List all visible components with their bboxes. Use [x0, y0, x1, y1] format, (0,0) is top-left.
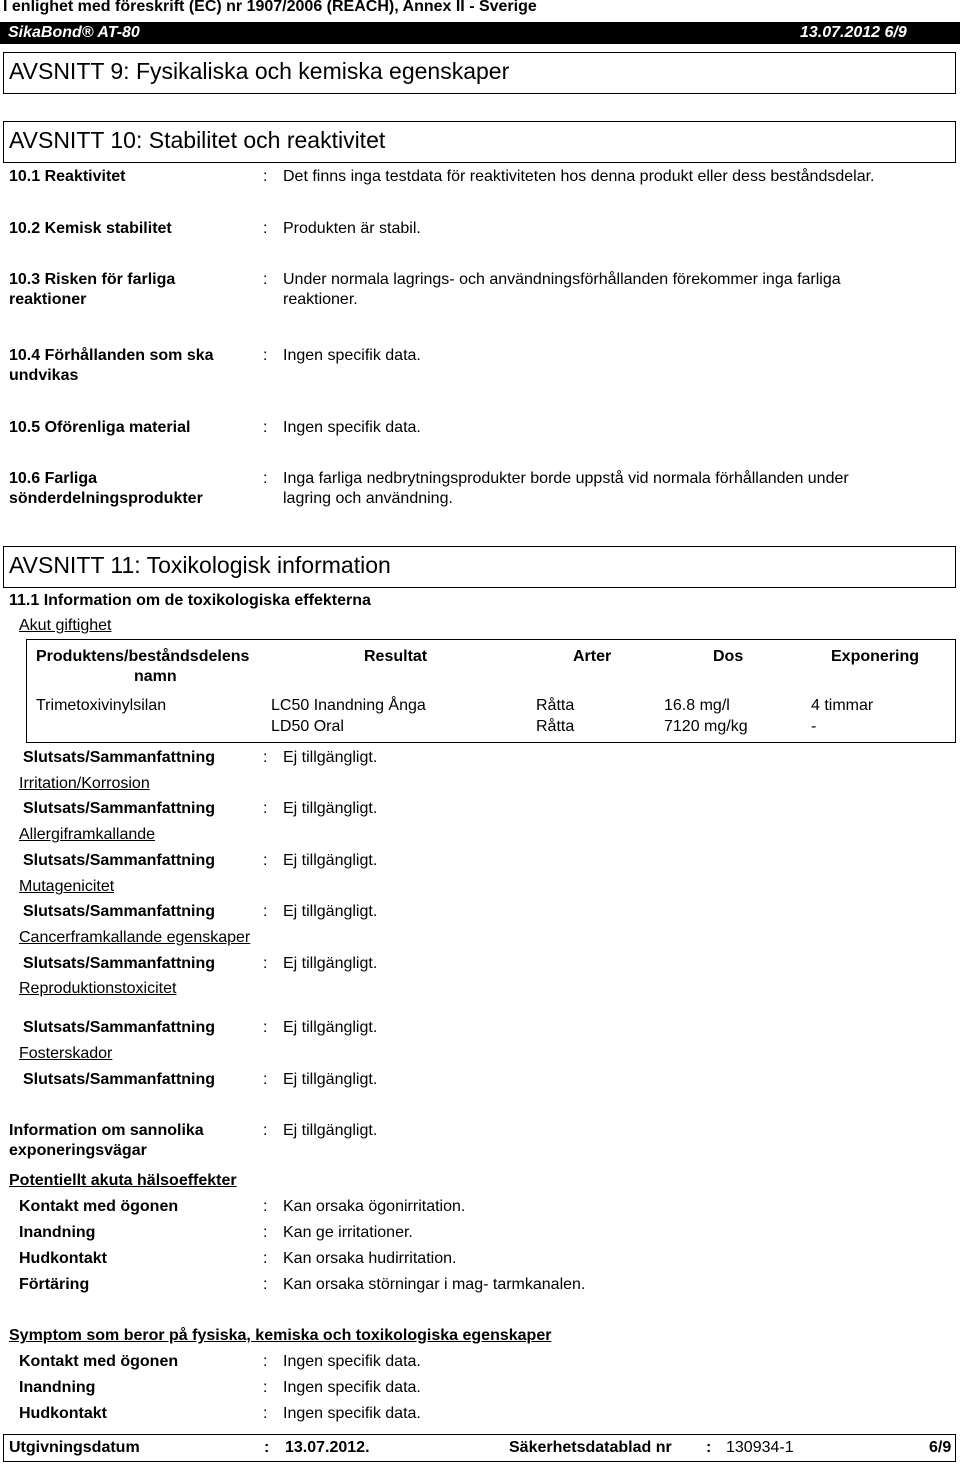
colon: :: [263, 1353, 268, 1370]
summary-value: Ej tillgängligt.: [283, 1071, 378, 1088]
decomposition-label: 10.6 Farliga: [9, 470, 98, 487]
colon: :: [263, 1405, 268, 1422]
acute-toxicity-heading: Akut giftighet: [19, 617, 112, 634]
stability-label: 10.2 Kemisk stabilitet: [9, 220, 172, 237]
table-cell-dose: 7120 mg/kg: [664, 718, 748, 735]
symptom-eye-value: Ingen specifik data.: [283, 1353, 421, 1370]
colon: :: [263, 1379, 268, 1396]
hazardous-reactions-label-2: reaktioner: [9, 291, 87, 308]
ingestion-value: Kan orsaka störningar i mag- tarmkanalen.: [283, 1276, 586, 1293]
table-header-exposure: Exponering: [831, 648, 920, 665]
hazardous-reactions-label: 10.3 Risken för farliga: [9, 271, 176, 288]
regulation-header: I enlighet med föreskrift (EC) nr 1907/2006 (REACH), Annex II - Sverige: [3, 0, 537, 15]
footer: [3, 1434, 956, 1462]
routes-label-2: exponeringsvägar: [9, 1142, 147, 1159]
conditions-label-2: undvikas: [9, 367, 79, 384]
colon: :: [263, 470, 268, 487]
decomposition-value-2: lagring och användning.: [283, 490, 453, 507]
stability-value: Produkten är stabil.: [283, 220, 421, 237]
symptom-skin-label: Hudkontakt: [19, 1405, 107, 1422]
eye-contact-label: Kontakt med ögonen: [19, 1198, 179, 1215]
sds-number-value: 130934-1: [726, 1439, 794, 1456]
section-9-box: [3, 52, 956, 94]
acute-effects-heading: Potentiellt akuta hälsoeffekter: [9, 1172, 237, 1189]
incompatible-value: Ingen specifik data.: [283, 419, 421, 436]
decomposition-value: Inga farliga nedbrytningsprodukter borde uppstå vid normala förhållanden under: [283, 470, 849, 487]
symptoms-heading: Symptom som beror på fysiska, kemiska och toxikologiska egenskaper: [9, 1327, 552, 1344]
page-number: 6/9: [929, 1439, 952, 1456]
reactivity-label: 10.1 Reaktivitet: [9, 168, 126, 185]
summary-label: Slutsats/Sammanfattning: [23, 749, 216, 766]
summary-label: Slutsats/Sammanfattning: [23, 852, 216, 869]
category-reproductive: Reproduktionstoxicitet: [19, 980, 177, 997]
colon: :: [263, 1071, 268, 1088]
table-cell-species: Råtta: [536, 718, 575, 735]
colon: :: [263, 903, 268, 920]
colon: :: [264, 1439, 270, 1456]
colon: :: [263, 852, 268, 869]
summary-value: Ej tillgängligt.: [283, 800, 378, 817]
ingestion-label: Förtäring: [19, 1276, 90, 1293]
colon: :: [706, 1439, 712, 1456]
category-carcinogenicity: Cancerframkallande egenskaper: [19, 929, 251, 946]
summary-value: Ej tillgängligt.: [283, 1019, 378, 1036]
summary-label: Slutsats/Sammanfattning: [23, 800, 216, 817]
colon: :: [263, 220, 268, 237]
table-cell-exposure: -: [811, 718, 817, 735]
summary-label: Slutsats/Sammanfattning: [23, 903, 216, 920]
decomposition-label-2: sönderdelningsprodukter: [9, 490, 203, 507]
product-band: [0, 22, 960, 44]
product-name: SikaBond® AT-80: [8, 24, 140, 41]
issue-date-label: Utgivningsdatum: [9, 1439, 140, 1456]
section-11-title: AVSNITT 11: Toxikologisk information: [9, 552, 391, 578]
table-cell-result: LD50 Oral: [271, 718, 344, 735]
category-irritation: Irritation/Korrosion: [19, 775, 150, 792]
table-header-name-2: namn: [134, 668, 177, 685]
summary-label: Slutsats/Sammanfattning: [23, 1071, 216, 1088]
summary-value: Ej tillgängligt.: [283, 955, 378, 972]
section-9-title: AVSNITT 9: Fysikaliska och kemiska egenskaper: [9, 58, 510, 84]
colon: :: [263, 271, 268, 288]
incompatible-label: 10.5 Oförenliga material: [9, 419, 191, 436]
hazardous-reactions-value: Under normala lagrings- och användningsförhållanden förekommer inga farliga: [283, 271, 841, 288]
table-header-result: Resultat: [364, 648, 428, 665]
colon: :: [263, 955, 268, 972]
symptom-inhalation-value: Ingen specifik data.: [283, 1379, 421, 1396]
colon: :: [263, 749, 268, 766]
summary-label: Slutsats/Sammanfattning: [23, 1019, 216, 1036]
table-cell-species: Råtta: [536, 697, 575, 714]
colon: :: [263, 1198, 268, 1215]
inhalation-label: Inandning: [19, 1224, 96, 1241]
conditions-value: Ingen specifik data.: [283, 347, 421, 364]
skin-contact-label: Hudkontakt: [19, 1250, 107, 1267]
colon: :: [263, 1250, 268, 1267]
eye-contact-value: Kan orsaka ögonirritation.: [283, 1198, 466, 1215]
category-mutagenicity: Mutagenicitet: [19, 878, 115, 895]
reactivity-value: Det finns inga testdata för reaktiviteten hos denna produkt eller dess beståndsdelar.: [283, 168, 875, 185]
summary-value: Ej tillgängligt.: [283, 852, 378, 869]
section-10-box: [3, 121, 956, 163]
table-cell-exposure: 4 timmar: [811, 697, 874, 714]
conditions-label: 10.4 Förhållanden som ska: [9, 347, 214, 364]
date-page: 13.07.2012 6/9: [800, 24, 907, 41]
colon: :: [263, 1224, 268, 1241]
summary-value: Ej tillgängligt.: [283, 903, 378, 920]
skin-contact-value: Kan orsaka hudirritation.: [283, 1250, 457, 1267]
table-cell-name: Trimetoxivinylsilan: [36, 697, 167, 714]
colon: :: [263, 347, 268, 364]
symptom-skin-value: Ingen specifik data.: [283, 1405, 421, 1422]
table-header-name: Produktens/beståndsdelens: [36, 648, 250, 665]
colon: :: [263, 168, 268, 185]
colon: :: [263, 1019, 268, 1036]
category-sensitization: Allergiframkallande: [19, 826, 156, 843]
section-11-box: [3, 546, 956, 588]
routes-label: Information om sannolika: [9, 1122, 204, 1139]
summary-label: Slutsats/Sammanfattning: [23, 955, 216, 972]
sds-number-label: Säkerhetsdatablad nr: [509, 1439, 672, 1456]
section-10-title: AVSNITT 10: Stabilitet och reaktivitet: [9, 127, 386, 153]
summary-value: Ej tillgängligt.: [283, 749, 378, 766]
symptom-inhalation-label: Inandning: [19, 1379, 96, 1396]
colon: :: [263, 800, 268, 817]
inhalation-value: Kan ge irritationer.: [283, 1224, 413, 1241]
issue-date-value: 13.07.2012.: [285, 1439, 370, 1456]
symptom-eye-label: Kontakt med ögonen: [19, 1353, 179, 1370]
table-header-dose: Dos: [713, 648, 744, 665]
table-cell-dose: 16.8 mg/l: [664, 697, 730, 714]
routes-value: Ej tillgängligt.: [283, 1122, 378, 1139]
hazardous-reactions-value-2: reaktioner.: [283, 291, 358, 308]
colon: :: [263, 1276, 268, 1293]
table-header-species: Arter: [573, 648, 612, 665]
category-teratogenicity: Fosterskador: [19, 1045, 113, 1062]
table-cell-result: LC50 Inandning Ånga: [271, 697, 426, 714]
section-11-subtitle: 11.1 Information om de toxikologiska effekterna: [9, 592, 371, 609]
colon: :: [263, 419, 268, 436]
colon: :: [263, 1122, 268, 1139]
